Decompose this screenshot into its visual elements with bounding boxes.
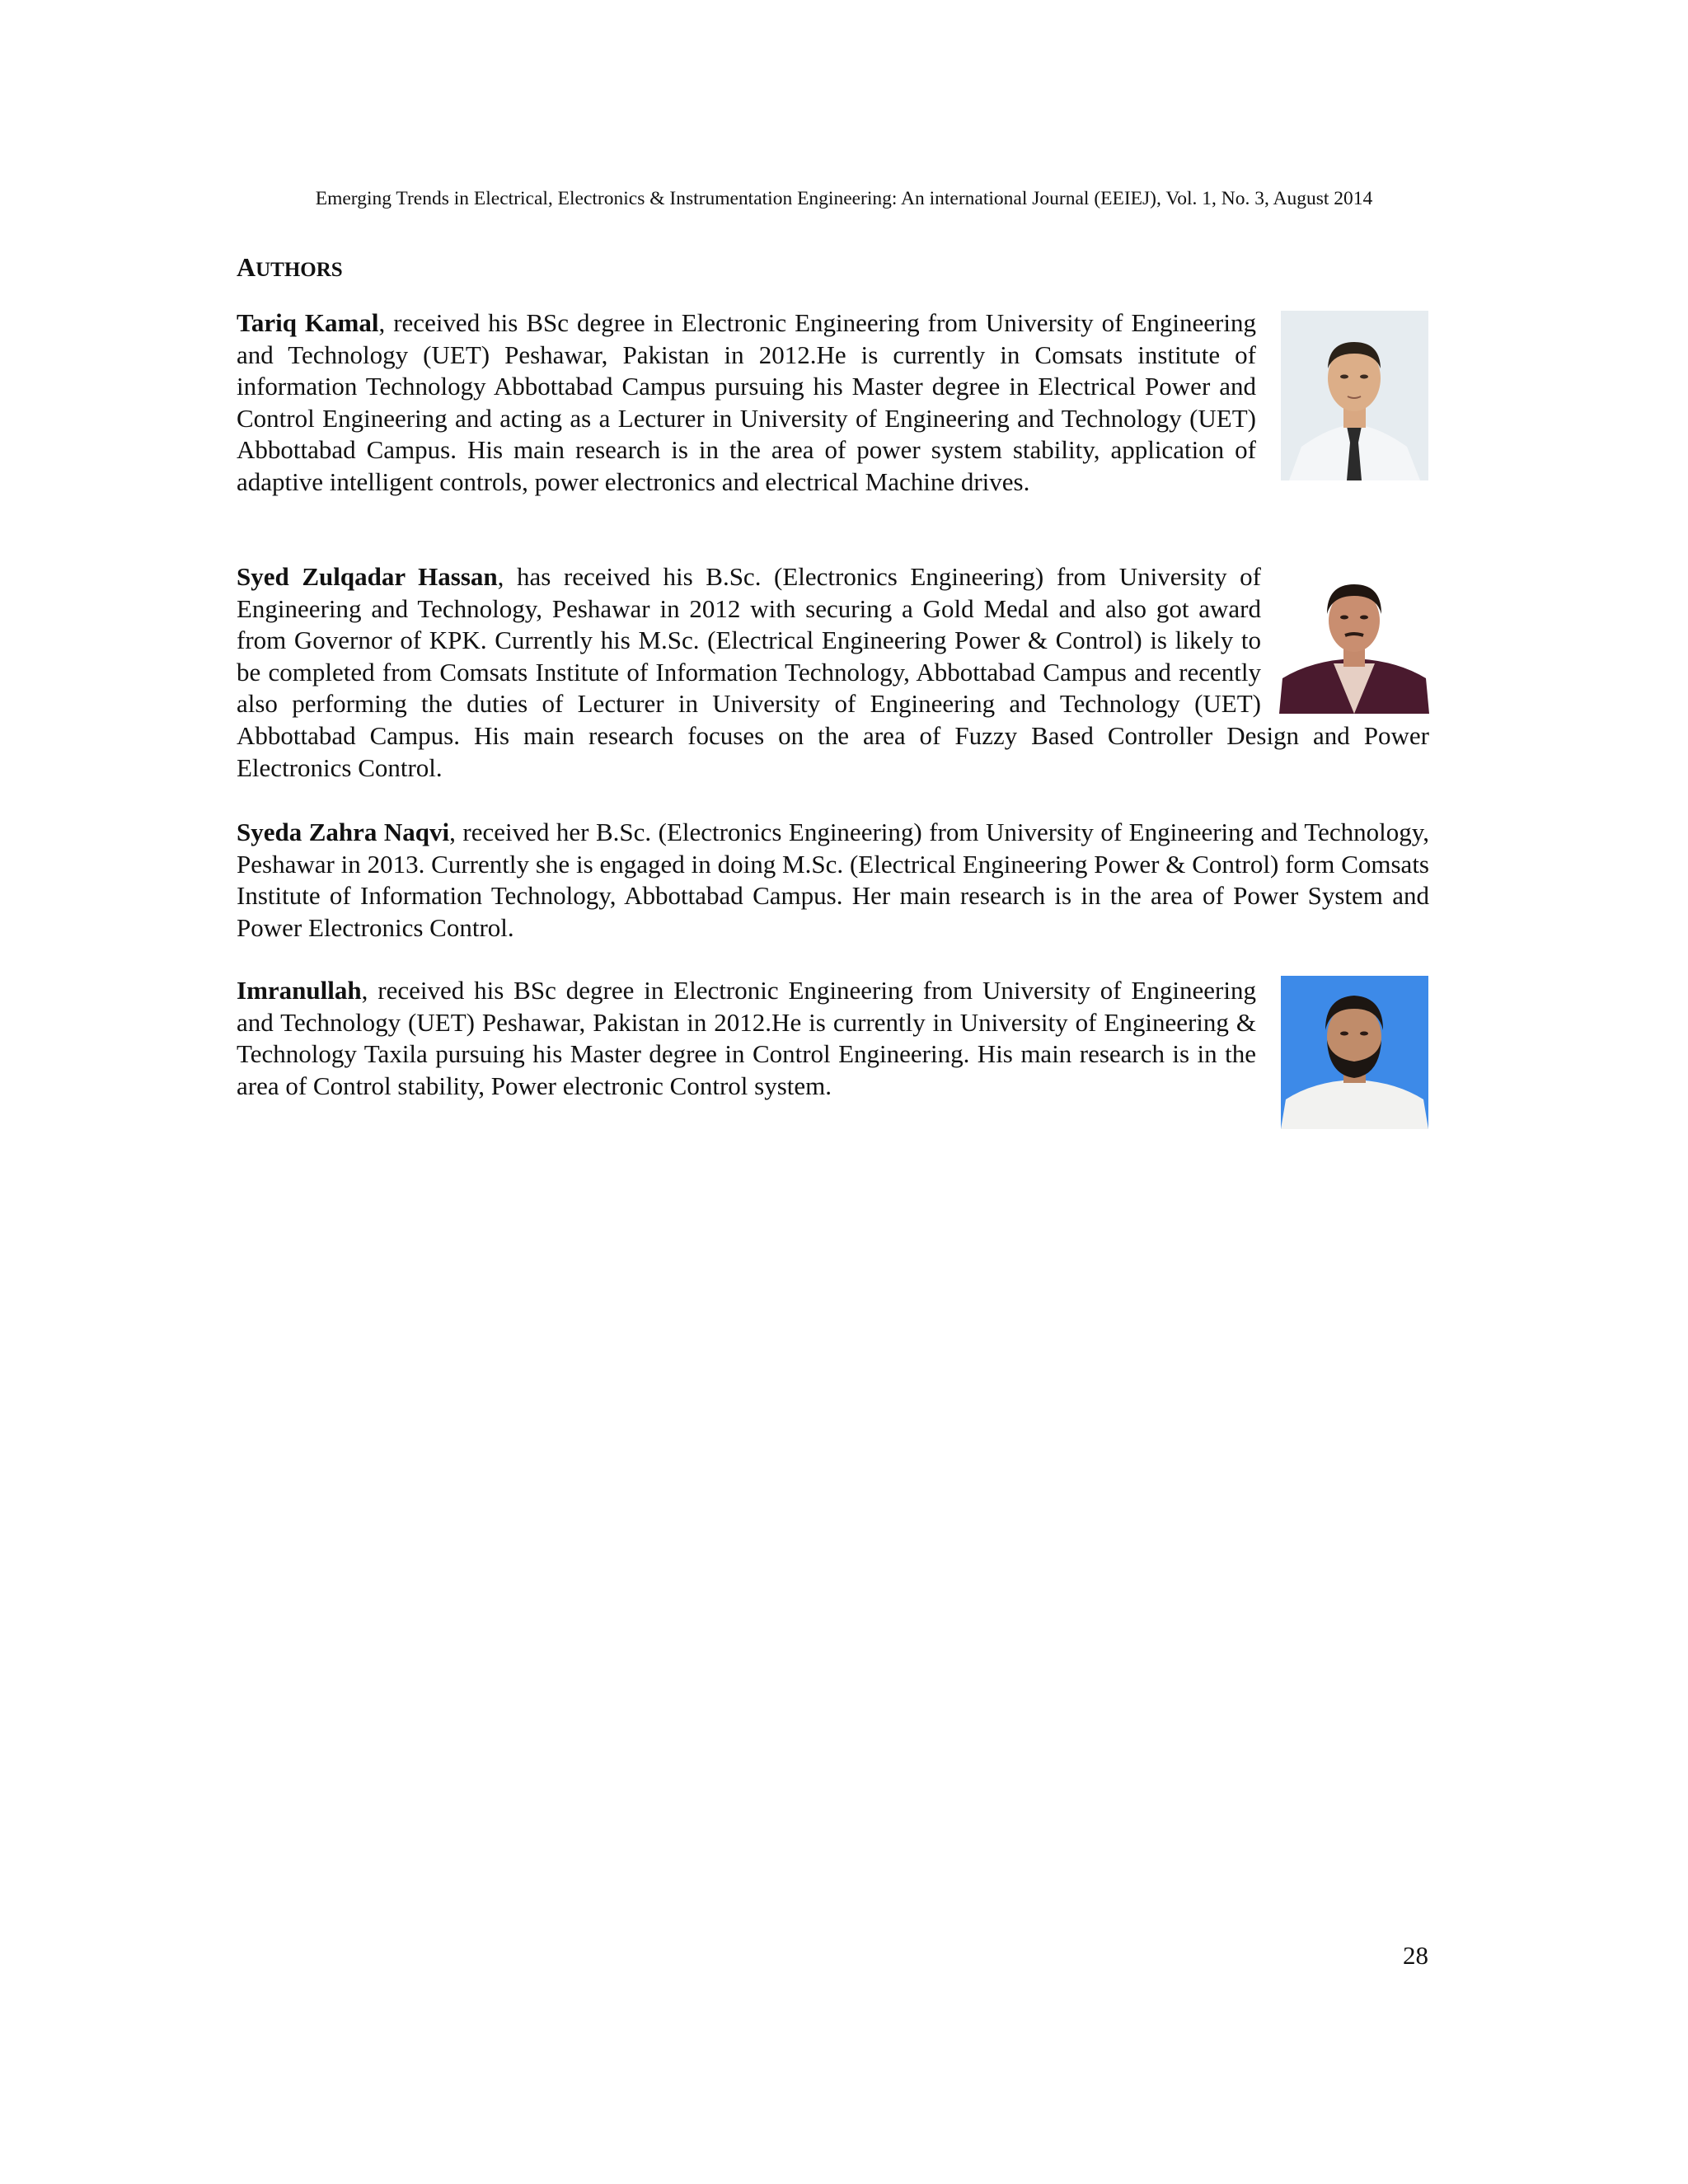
author-bio-text: , has received his B.Sc. (Electronics Engineering) from University of Engineering and Technology, Peshawar in 2012 with securing a Gold Medal and also got award from Governor of KPK. Currently his M.Sc. (Electrical Engineering Power & Control) is likely to be completed from Comsats Institute of Information Technology, Abbottabad Campus and recently also performing the duties of Lecturer in University of Engineering and Technology (UET) Abbottabad Campus. His main research focuses on the area of Fuzzy Based Controller Design and Power Electronics Control. [237,562,1429,782]
author-photo-imranullah [1281,976,1428,1129]
authors-section-heading [237,252,343,285]
author-bio-tariq-kamal [237,307,1256,499]
author-bio-imranullah [237,975,1256,1102]
author-bio-syed-zulqadar-hassan [237,561,1429,784]
author-name: Imranullah [237,976,362,1005]
journal-running-header: Emerging Trends in Electrical, Electronics & Instrumentation Engineering: An international Journal (EEIEJ), Vol. 1, No. 3, August 2014 [315,188,1373,209]
author-photo-tariq-kamal [1281,311,1428,480]
author-name: Syed Zulqadar Hassan [237,562,498,591]
heading-rest: UTHORS [256,259,343,281]
author-photo-syed-zulqadar-hassan [1279,563,1429,714]
author-bio-text: , received her B.Sc. (Electronics Engineering) from University of Engineering and Technology, Peshawar in 2013. Currently she is engaged in doing M.Sc. (Electrical Engineering Power & Control) form Comsats Institute of Information Technology, Abbottabad Campus. Her main research is in the area of Power System and Power Electronics Control. [237,818,1429,942]
author-name: Syeda Zahra Naqvi [237,818,450,846]
author-name: Tariq Kamal [237,308,379,337]
heading-initial: A [237,252,256,282]
author-bio-text: , received his BSc degree in Electronic Engineering from University of Engineering and Technology (UET) Peshawar, Pakistan in 2012.He is currently in Comsats institute of information Technology Abbottabad Campus pursuing his Master degree in Electrical Power and Control Engineering and acting as a Lecturer in University of Engineering and Technology (UET) Abbottabad Campus. His main research is in the area of power system stability, application of adaptive intelligent controls, power electronics and electrical Machine drives. [237,308,1256,496]
author-bio-syeda-zahra-naqvi [237,817,1429,944]
author-bio-text: , received his BSc degree in Electronic Engineering from University of Engineering and Technology (UET) Peshawar, Pakistan in 2012.He is currently in University of Engineering & Technology Taxila pursuing his Master degree in Control Engineering. His main research is in the area of Control stability, Power electronic Control system. [237,976,1256,1100]
page-number: 28 [1403,1941,1428,1970]
